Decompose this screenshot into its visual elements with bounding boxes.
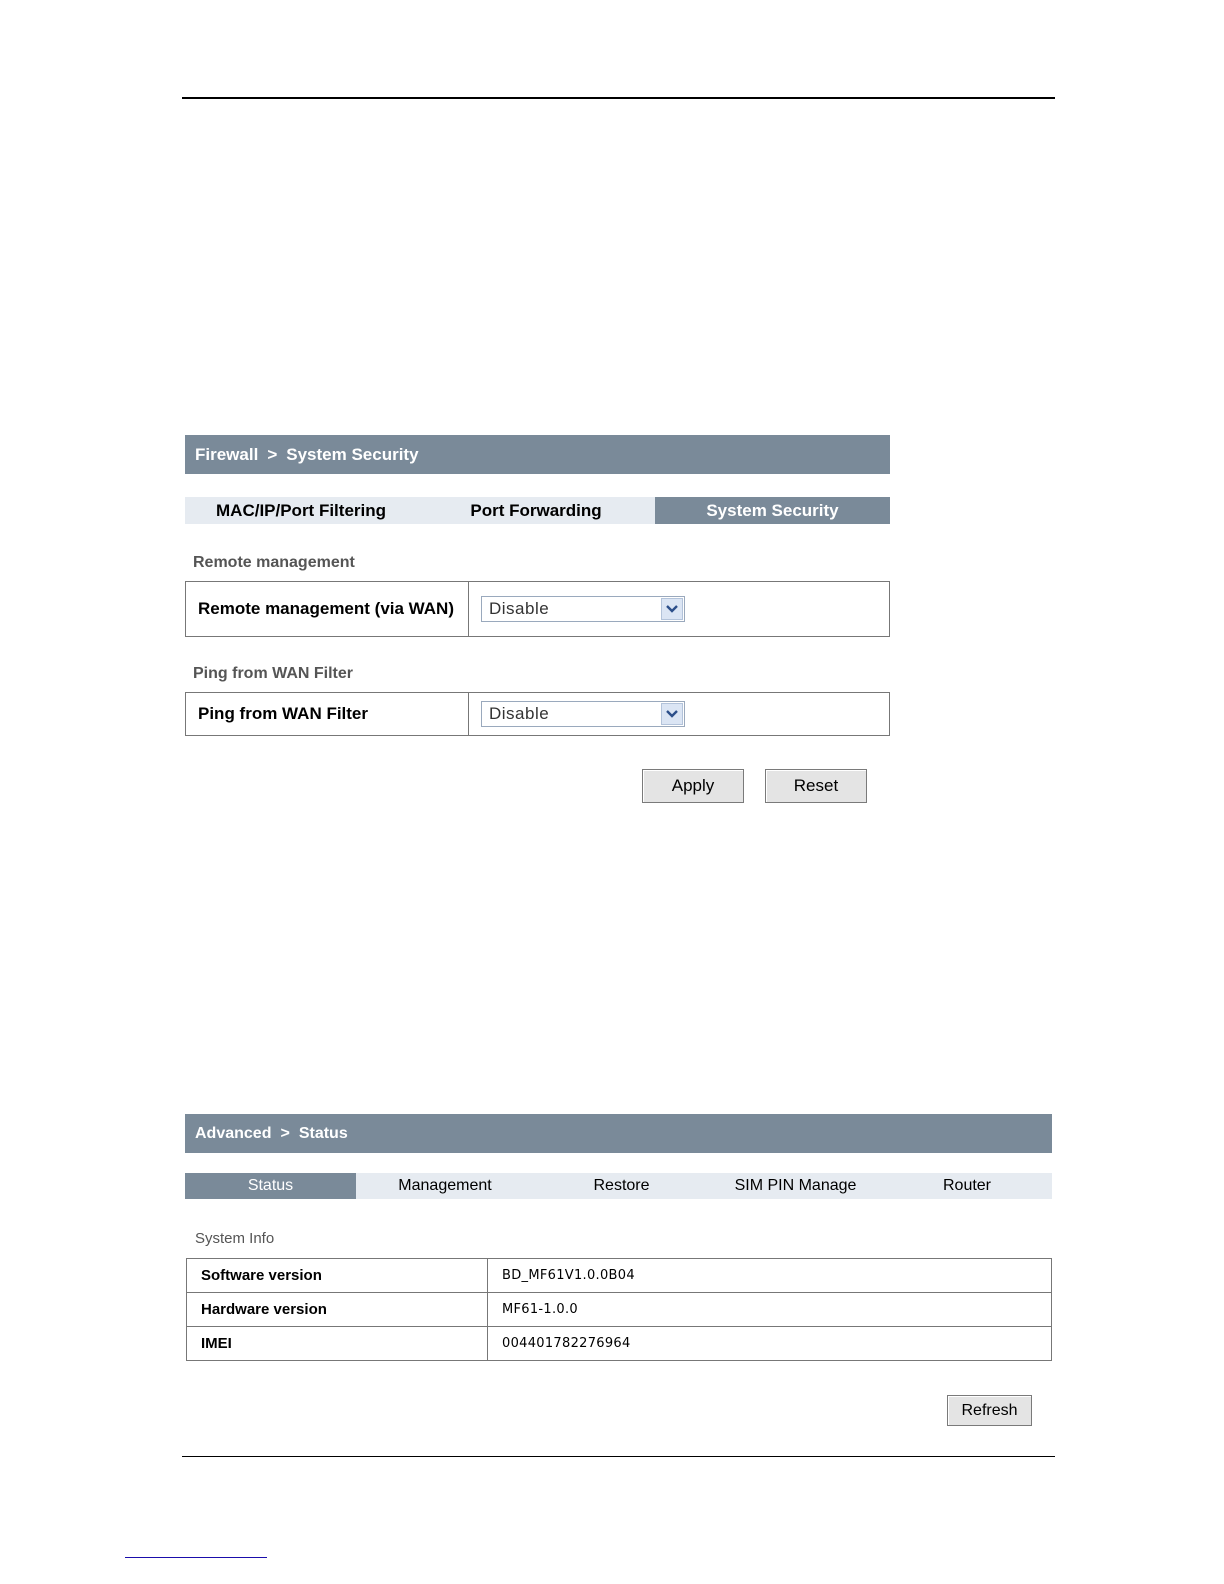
software-version-key: Software version <box>187 1259 488 1293</box>
page-header-rule <box>182 97 1055 99</box>
tab-restore[interactable]: Restore <box>593 1177 650 1194</box>
table-row <box>187 1259 1052 1293</box>
tab-port-forwarding[interactable]: Port Forwarding <box>470 500 602 520</box>
firewall-panel <box>185 435 890 805</box>
system-info-table <box>186 1258 1052 1361</box>
chevron-down-icon[interactable] <box>661 703 683 725</box>
ping-filter-value: Disable <box>489 704 550 723</box>
refresh-button[interactable]: Refresh <box>947 1395 1032 1426</box>
chevron-down-icon[interactable] <box>661 598 683 620</box>
status-tab-bar <box>185 1173 1052 1199</box>
ping-filter-label: Ping from WAN Filter <box>186 693 469 736</box>
software-version-value: BD_MF61V1.0.0B04 <box>488 1259 1052 1293</box>
ping-filter-select[interactable] <box>481 701 685 727</box>
reset-button[interactable]: Reset <box>765 769 867 803</box>
tab-status[interactable]: Status <box>185 1173 356 1199</box>
tab-mac-ip-port-filtering[interactable]: MAC/IP/Port Filtering <box>216 500 386 520</box>
remote-management-section-title: Remote management <box>193 554 355 571</box>
remote-management-select[interactable] <box>481 596 685 622</box>
status-panel <box>185 1114 1052 1429</box>
breadcrumb-parent[interactable]: Advanced <box>195 1124 272 1142</box>
breadcrumb-current: System Security <box>286 444 419 464</box>
breadcrumb-parent[interactable]: Firewall <box>195 444 259 464</box>
tab-management[interactable]: Management <box>398 1177 492 1194</box>
ping-filter-section-title: Ping from WAN Filter <box>193 665 353 682</box>
imei-value: 004401782276964 <box>488 1327 1052 1361</box>
breadcrumb-separator: > <box>267 444 278 464</box>
hardware-version-value: MF61-1.0.0 <box>488 1293 1052 1327</box>
remote-management-value: Disable <box>489 599 550 618</box>
ping-filter-table <box>185 692 890 736</box>
tab-sim-pin-manage[interactable]: SIM PIN Manage <box>734 1177 857 1194</box>
status-title-bar <box>185 1114 1052 1153</box>
page-footer-rule <box>182 1456 1055 1457</box>
table-row <box>187 1293 1052 1327</box>
remote-management-cell <box>469 582 890 637</box>
remote-management-table <box>185 581 890 637</box>
imei-key: IMEI <box>187 1327 488 1361</box>
ping-filter-cell <box>469 693 890 736</box>
table-row <box>187 1327 1052 1361</box>
firewall-title-bar <box>185 435 890 474</box>
firewall-tab-bar <box>185 497 890 524</box>
tab-router[interactable]: Router <box>942 1177 992 1194</box>
breadcrumb-separator: > <box>280 1124 290 1142</box>
footnote-separator <box>125 1557 267 1558</box>
breadcrumb-current: Status <box>298 1124 348 1142</box>
remote-management-label: Remote management (via WAN) <box>186 582 469 637</box>
apply-button[interactable]: Apply <box>642 769 744 803</box>
tab-system-security[interactable]: System Security <box>655 497 890 524</box>
hardware-version-key: Hardware version <box>187 1293 488 1327</box>
system-info-section-title: System Info <box>195 1230 275 1247</box>
